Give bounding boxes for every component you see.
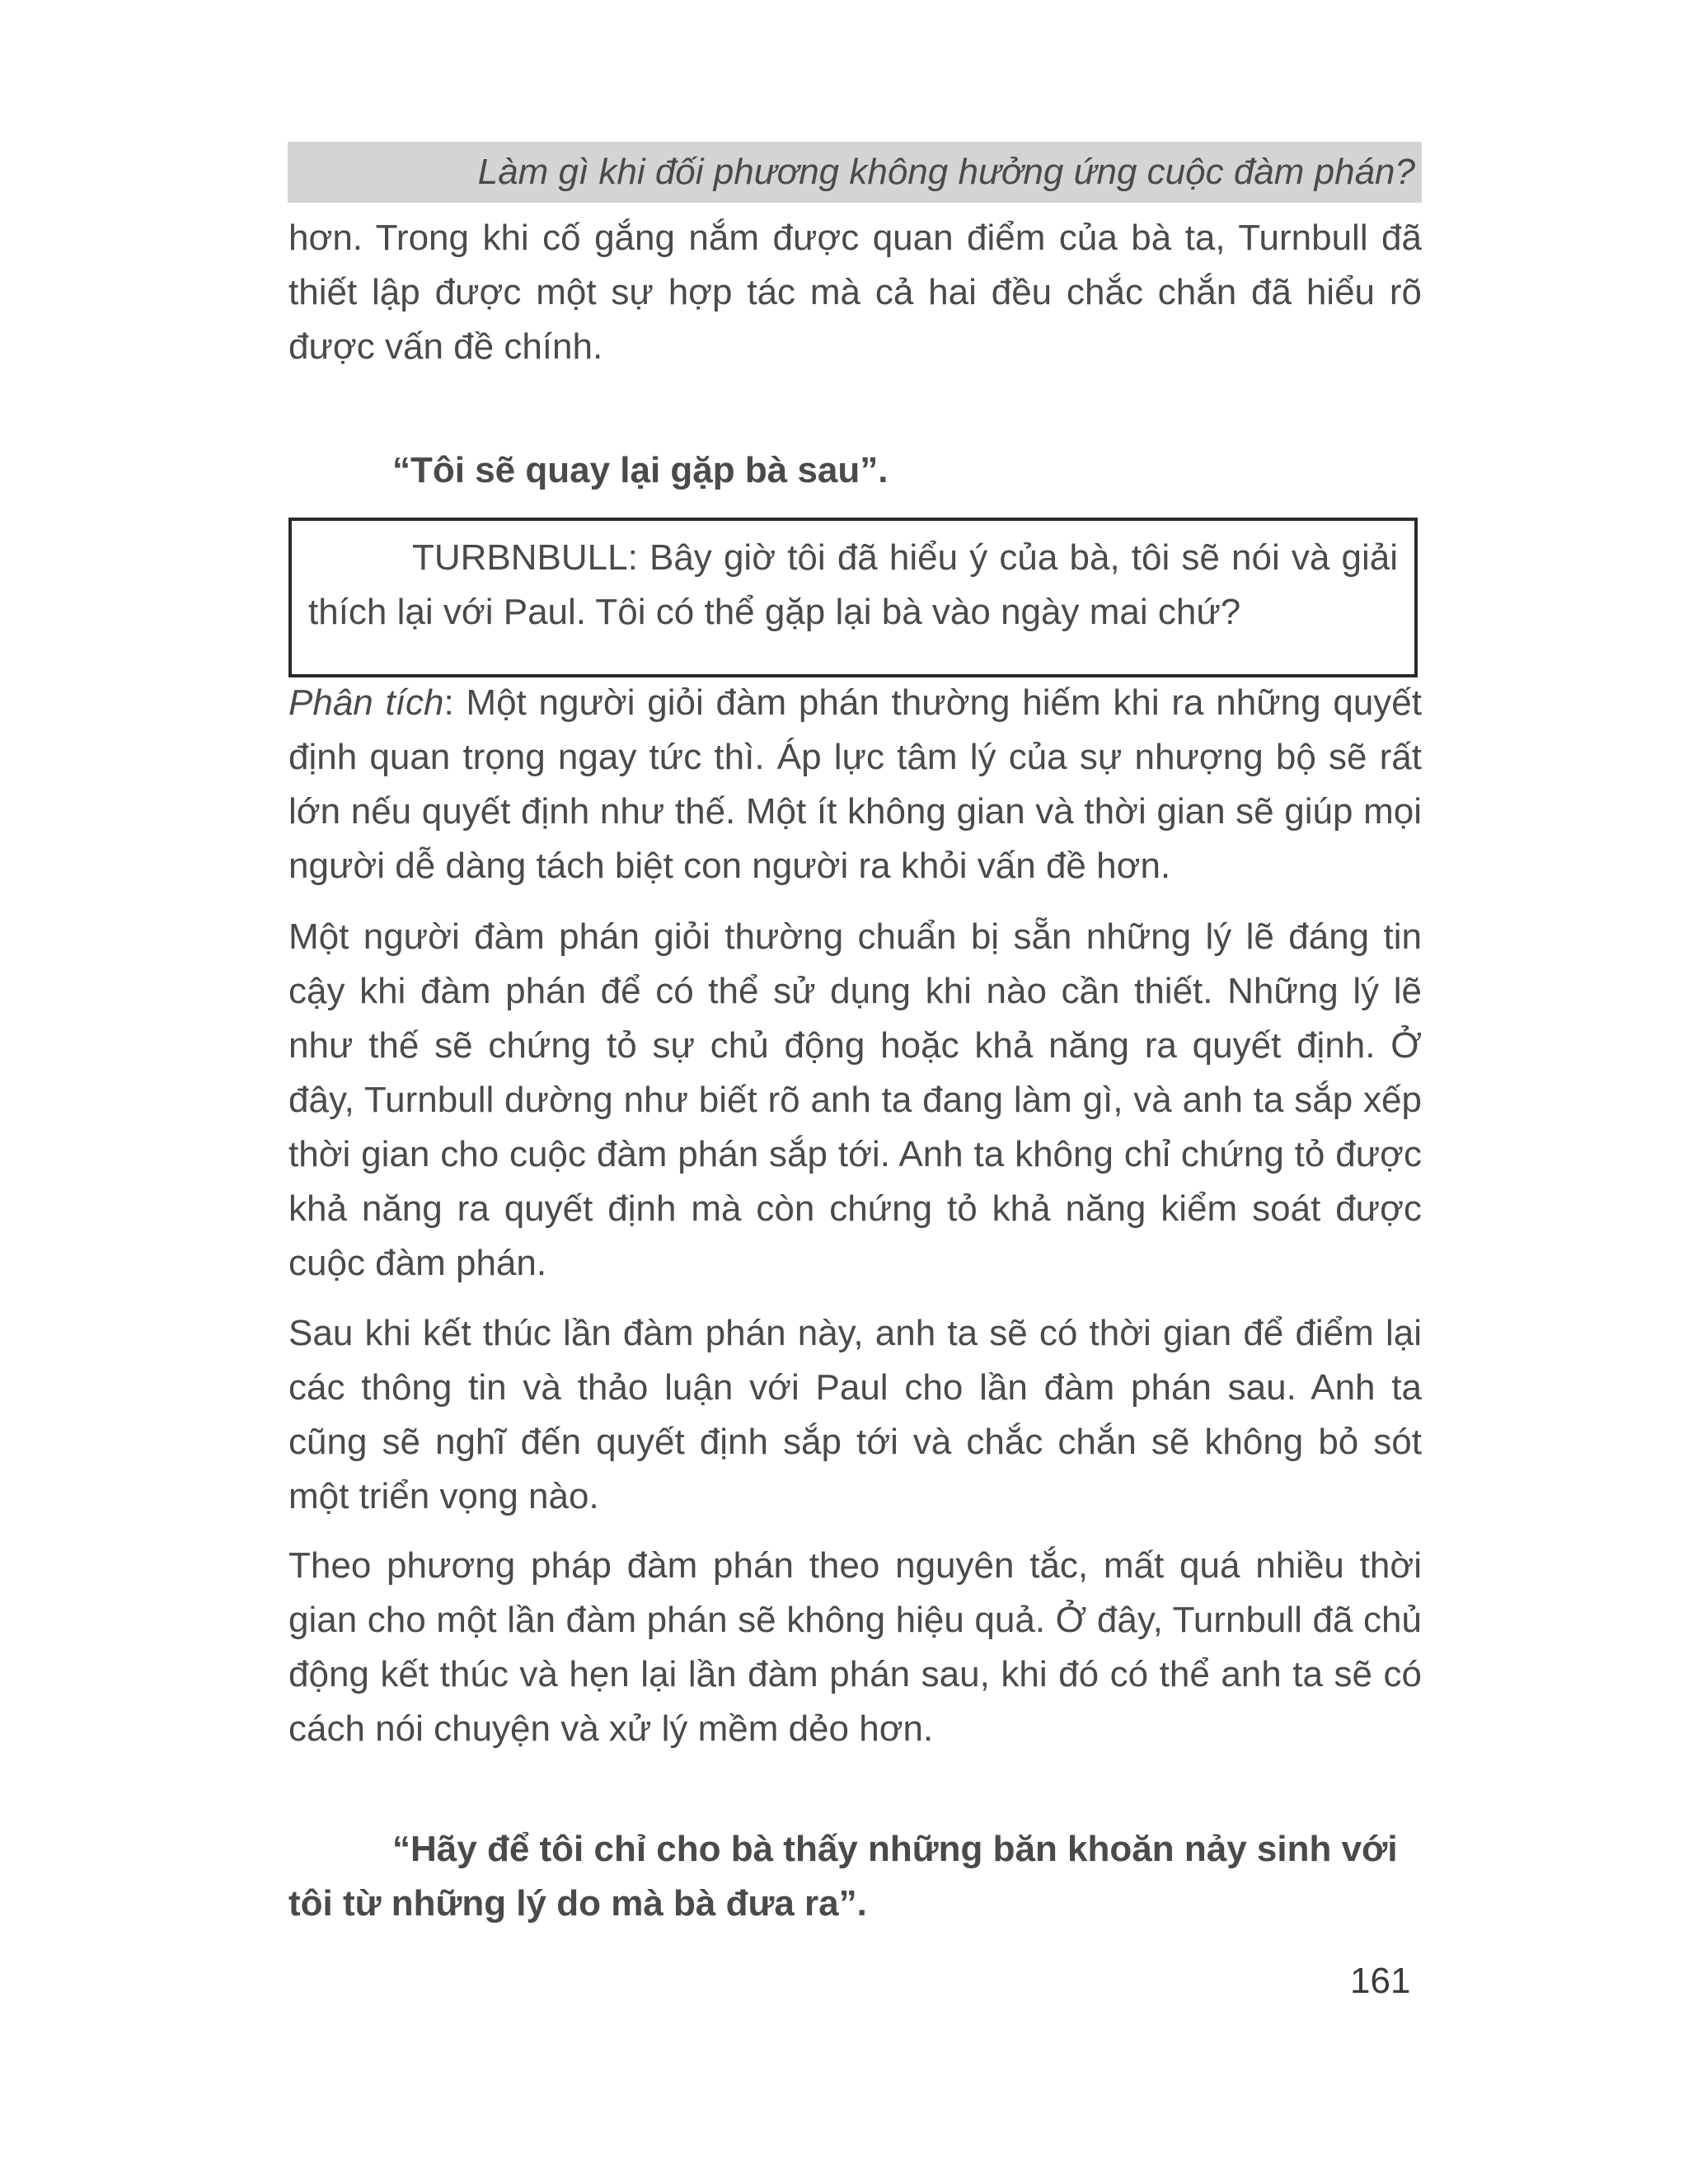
section-heading-2-text: “Hãy để tôi chỉ cho bà thấy những băn khoăn nảy sinh với tôi từ những lý do mà bà đưa ra”. bbox=[288, 1829, 1398, 1924]
analysis-text: : Một người giỏi đàm phán thường hiếm khi ra những quyết định quan trọng ngay tức thì. Áp lực tâm lý của sự nhượng bộ sẽ rất lớn nếu quyết định như thế. Một ít không gian và thời gian sẽ giúp mọi người dễ dàng tách biệt con người ra khỏi vấn đề hơn. bbox=[288, 682, 1422, 886]
body-paragraph-1-text: Một người đàm phán giỏi thường chuẩn bị sẵn những lý lẽ đáng tin cậy khi đàm phán để có thể sử dụng khi nào cần thiết. Những lý lẽ như thế sẽ chứng tỏ sự chủ động hoặc khả năng ra quyết định. Ở đây, Turnbull dường như biết rõ anh ta đang làm gì, và anh ta sắp xếp thời gian cho cuộc đàm phán sắp tới. Anh ta không chỉ chứng tỏ được khả năng ra quyết định mà còn chứng tỏ khả năng kiểm soát được cuộc đàm phán. bbox=[288, 916, 1422, 1283]
running-header-title: Làm gì khi đối phương không hưởng ứng cuộc đàm phán? bbox=[477, 152, 1415, 192]
continuation-paragraph bbox=[288, 211, 1422, 374]
body-paragraph-1 bbox=[288, 910, 1422, 1291]
section-heading-1-text: “Tôi sẽ quay lại gặp bà sau”. bbox=[392, 450, 889, 490]
body-paragraph-3-text: Theo phương pháp đàm phán theo nguyên tắc, mất quá nhiều thời gian cho một lần đàm phán sẽ không hiệu quả. Ở đây, Turnbull đã chủ động kết thúc và hẹn lại lần đàm phán sau, khi đó có thể anh ta sẽ có cách nói chuyện và xử lý mềm dẻo hơn. bbox=[288, 1545, 1422, 1749]
body-paragraph-2 bbox=[288, 1306, 1422, 1524]
section-heading-2 bbox=[288, 1822, 1422, 1931]
body-paragraph-2-text: Sau khi kết thúc lần đàm phán này, anh ta sẽ có thời gian để điểm lại các thông tin và thảo luận với Paul cho lần đàm phán sau. Anh ta cũng sẽ nghĩ đến quyết định sắp tới và chắc chắn sẽ không bỏ sót một triển vọng nào. bbox=[288, 1313, 1422, 1516]
continuation-text: hơn. Trong khi cố gắng nắm được quan điểm của bà ta, Turnbull đã thiết lập được một sự hợp tác mà cả hai đều chắc chắn đã hiểu rõ được vấn đề chính. bbox=[288, 218, 1422, 367]
analysis-label: Phân tích bbox=[288, 682, 444, 723]
section-heading-1 bbox=[288, 443, 1422, 498]
running-header bbox=[288, 142, 1422, 203]
dialog-box bbox=[288, 518, 1418, 677]
page-number: 161 bbox=[1350, 1961, 1411, 2001]
analysis-paragraph bbox=[288, 676, 1422, 893]
dialog-text: TURBNBULL: Bây giờ tôi đã hiểu ý của bà, tôi sẽ nói và giải thích lại với Paul. Tôi có thể gặp lại bà vào ngày mai chứ? bbox=[308, 537, 1398, 632]
body-paragraph-3 bbox=[288, 1539, 1422, 1756]
